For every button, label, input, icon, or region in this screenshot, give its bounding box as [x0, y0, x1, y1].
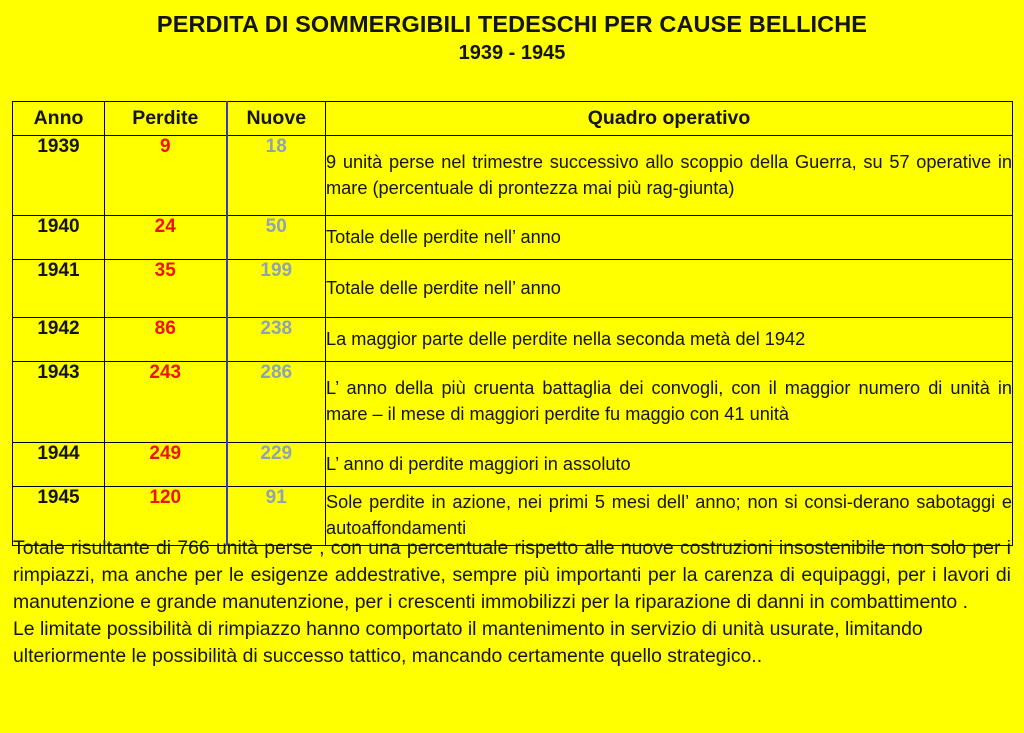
- cell-losses: 249: [105, 443, 227, 487]
- column-header-operational: Quadro operativo: [326, 102, 1013, 136]
- cell-operational: La maggior parte delle perdite nella seconda metà del 1942: [326, 318, 1013, 362]
- cell-losses: 243: [105, 362, 227, 443]
- cell-operational: Totale delle perdite nell’ anno: [326, 260, 1013, 318]
- cell-losses: 120: [105, 487, 227, 546]
- cell-year: 1942: [13, 318, 105, 362]
- summary-paragraph-2: Le limitate possibilità di rimpiazzo hanno comportato il mantenimento in servizio di unità usurate, limitando ulteriormente le possibilità di successo tattico, mancando certamente quello strategico..: [13, 617, 923, 667]
- summary-note: [13, 535, 1011, 669]
- cell-operational: L’ anno di perdite maggiori in assoluto: [326, 443, 1013, 487]
- cell-new-builds: 238: [227, 318, 326, 362]
- cell-losses: 24: [105, 216, 227, 260]
- table-header: [13, 102, 1013, 136]
- table-row: [13, 260, 1013, 318]
- title-main: PERDITA DI SOMMERGIBILI TEDESCHI PER CAUSE BELLICHE: [156, 11, 868, 37]
- table-row: [13, 443, 1013, 487]
- cell-year: 1945: [13, 487, 105, 546]
- cell-year: 1939: [13, 136, 105, 216]
- table-body: [13, 136, 1013, 546]
- column-header-new-builds: Nuove: [227, 102, 326, 136]
- cell-year: 1943: [13, 362, 105, 443]
- cell-new-builds: 199: [227, 260, 326, 318]
- cell-operational: Totale delle perdite nell’ anno: [326, 216, 1013, 260]
- cell-operational: 9 unità perse nel trimestre successivo allo scoppio della Guerra, su 57 operative in mare (percentuale di prontezza mai più rag-giunta): [326, 136, 1013, 216]
- cell-year: 1941: [13, 260, 105, 318]
- cell-new-builds: 229: [227, 443, 326, 487]
- cell-new-builds: 50: [227, 216, 326, 260]
- table-row: [13, 136, 1013, 216]
- cell-new-builds: 18: [227, 136, 326, 216]
- losses-table-container: [12, 101, 1012, 546]
- cell-new-builds: 91: [227, 487, 326, 546]
- table-header-row: [13, 102, 1013, 136]
- title-years: 1939 - 1945: [458, 42, 566, 65]
- column-header-year: Anno: [13, 102, 105, 136]
- losses-table: [12, 101, 1013, 546]
- cell-losses: 35: [105, 260, 227, 318]
- table-row: [13, 318, 1013, 362]
- summary-paragraph-1: Totale risultante di 766 unità perse , con una percentuale rispetto alle nuove costruzioni insostenibile non solo per i rimpiazzi, ma anche per le esigenze addestrative, sempre più importanti per la carenza di equipaggi, per i lavori di manutenzione e grande manutenzione, per i crescenti immobilizzi per la riparazione di danni in combattimento .: [13, 537, 1011, 613]
- cell-new-builds: 286: [227, 362, 326, 443]
- cell-operational: L’ anno della più cruenta battaglia dei convogli, con il maggior numero di unità in mare – il mese di maggiori perdite fu maggio con 41 unità: [326, 362, 1013, 443]
- table-row: [13, 362, 1013, 443]
- cell-losses: 86: [105, 318, 227, 362]
- cell-losses: 9: [105, 136, 227, 216]
- table-row: [13, 216, 1013, 260]
- cell-year: 1940: [13, 216, 105, 260]
- cell-operational: Sole perdite in azione, nei primi 5 mesi dell’ anno; non si consi-derano sabotaggi e autoaffondamenti: [326, 487, 1013, 546]
- column-header-losses: Perdite: [105, 102, 227, 136]
- page-title: [0, 0, 1024, 66]
- cell-year: 1944: [13, 443, 105, 487]
